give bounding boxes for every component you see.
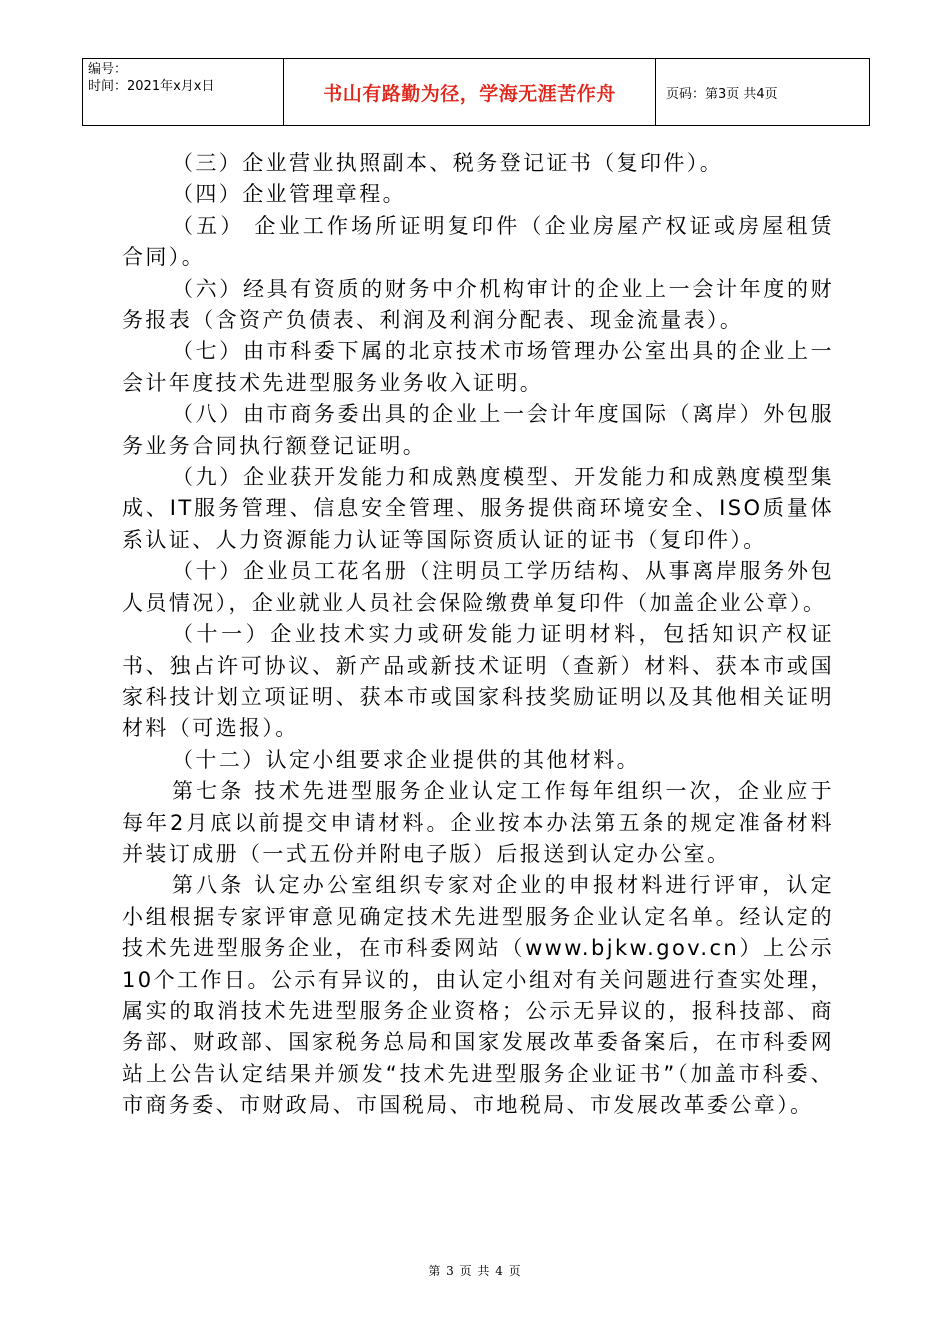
- header-page-cell: [656, 59, 869, 125]
- paragraph-11: （十一）企业技术实力或研发能力证明材料，包括知识产权证书、独占许可协议、新产品或新技术证明（查新）材料、获本市或国家科技计划立项证明、获本市或国家科技奖励证明以及其他相关证明材料（可选报）。: [122, 622, 834, 741]
- header-motto: 书山有路勤为径，学海无涯苦作舟: [323, 82, 616, 105]
- paragraph-8: （八）由市商务委出具的企业上一会计年度国际（离岸）外包服务业务合同执行额登记证明。: [122, 402, 834, 458]
- paragraph-4: （四）企业管理章程。: [172, 182, 406, 207]
- article-8: 第八条 认定办公室组织专家对企业的申报材料进行评审，认定小组根据专家评审意见确定技术先进型服务企业认定名单。经认定的技术先进型服务企业，在市科委网站（www.bjkw.gov.cn）上公示10个工作日。公示有异议的，由认定小组对有关问题进行查实处理，属实的取消技术先进型服务企业资格；公示无异议的，报科技部、商务部、财政部、国家税务总局和国家发展改革委备案后，在市科委网站上公告认定结果并颁发“技术先进型服务企业证书”（加盖市科委、市商务委、市财政局、市国税局、市地税局、市发展改革委公章）。: [122, 873, 834, 1118]
- number-label: 编号：: [88, 62, 128, 77]
- page-header: [82, 58, 870, 126]
- paragraph-6: （六）经具有资质的财务中介机构审计的企业上一会计年度的财务报表（含资产负债表、利润及利润分配表、现金流量表）。: [122, 276, 834, 333]
- page-footer: 第 3 页 共 4 页: [428, 1264, 522, 1278]
- paragraph-10: （十）企业员工花名册（注明员工学历结构、从事离岸服务外包人员情况），企业就业人员社会保险缴费单复印件（加盖企业公章）。: [122, 559, 834, 615]
- paragraph-7: （七）由市科委下属的北京技术市场管理办公室出具的企业上一会计年度技术先进型服务业务收入证明。: [122, 339, 834, 395]
- paragraph-9: （九）企业获开发能力和成熟度模型、开发能力和成熟度模型集成、IT服务管理、信息安全管理、服务提供商环境安全、ISO质量体系认证、人力资源能力认证等国际资质认证的证书（复印件）。: [122, 465, 834, 552]
- paragraph-12: （十二）认定小组要求企业提供的其他材料。: [172, 747, 640, 772]
- header-meta: [83, 59, 284, 125]
- paragraph-3: （三）企业营业执照副本、税务登记证书（复印件）。: [172, 151, 724, 175]
- header-motto-cell: [284, 59, 656, 125]
- article-7: 第七条 技术先进型服务企业认定工作每年组织一次，企业应于每年2月底以前提交申请材料。企业按本办法第五条的规定准备材料并装订成册（一式五份并附电子版）后报送到认定办公室。: [122, 779, 834, 866]
- document-body: [122, 148, 834, 1122]
- time-label: 时间：2021年x月x日: [88, 79, 215, 94]
- page-number-label: 页码：第3页 共4页: [666, 86, 778, 102]
- paragraph-5: （五） 企业工作场所证明复印件（企业房屋产权证或房屋租赁合同）。: [122, 213, 834, 270]
